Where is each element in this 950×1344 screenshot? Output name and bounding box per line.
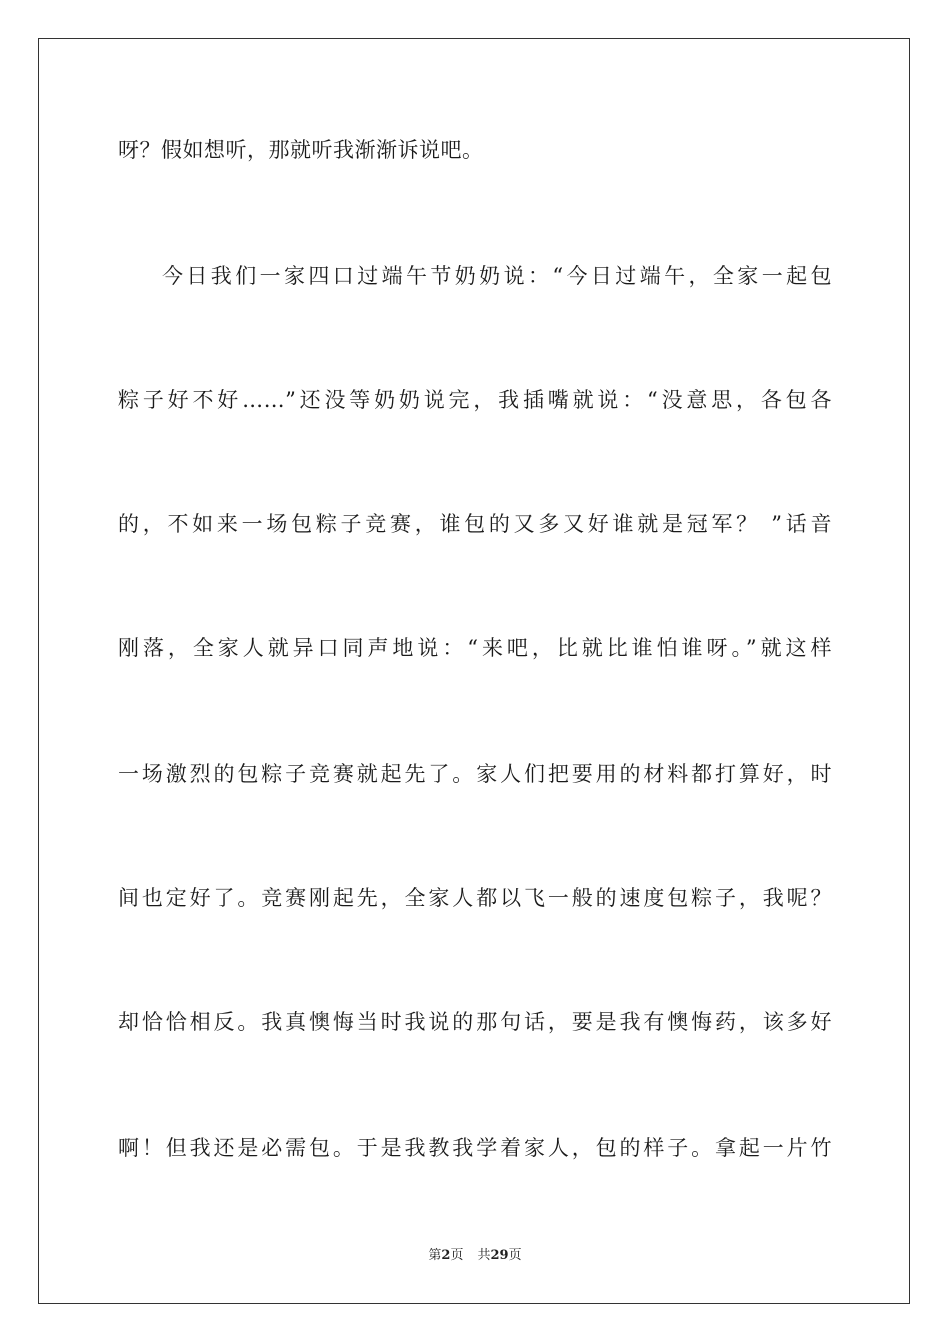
text-line-8: 却恰恰相反。我真懊悔当时我说的那句话，要是我有懊悔药，该多好 [118, 1010, 832, 1034]
text-line-6: 一场激烈的包粽子竞赛就起先了。家人们把要用的材料都打算好，时 [118, 762, 832, 786]
total-suffix: 页 [508, 1248, 522, 1263]
text-line-4: 的，不如来一场包粽子竞赛，谁包的又多又好谁就是冠军？ ”话音 [118, 512, 832, 536]
text-line-2: 今日我们一家四口过端午节奶奶说：“今日过端午，全家一起包 [162, 264, 832, 288]
text-line-7: 间也定好了。竞赛刚起先，全家人都以飞一般的速度包粽子，我呢？ [118, 886, 832, 910]
text-line-9: 啊！但我还是必需包。于是我教我学着家人，包的样子。拿起一片竹 [118, 1136, 832, 1160]
text-line-5: 刚落，全家人就异口同声地说：“来吧，比就比谁怕谁呀。”就这样 [118, 636, 832, 660]
total-prefix: 共 [477, 1248, 491, 1263]
page-footer [0, 1247, 950, 1265]
page-prefix: 第 [428, 1248, 442, 1263]
text-line-3: 粽子好不好……”还没等奶奶说完，我插嘴就说：“没意思，各包各 [118, 388, 832, 412]
page-suffix: 页 [450, 1248, 464, 1263]
text-line-1: 呀？假如想听，那就听我渐渐诉说吧。 [118, 138, 484, 162]
page-border [38, 38, 910, 1304]
page-number: 2 [441, 1248, 451, 1263]
total-pages: 29 [490, 1248, 509, 1263]
